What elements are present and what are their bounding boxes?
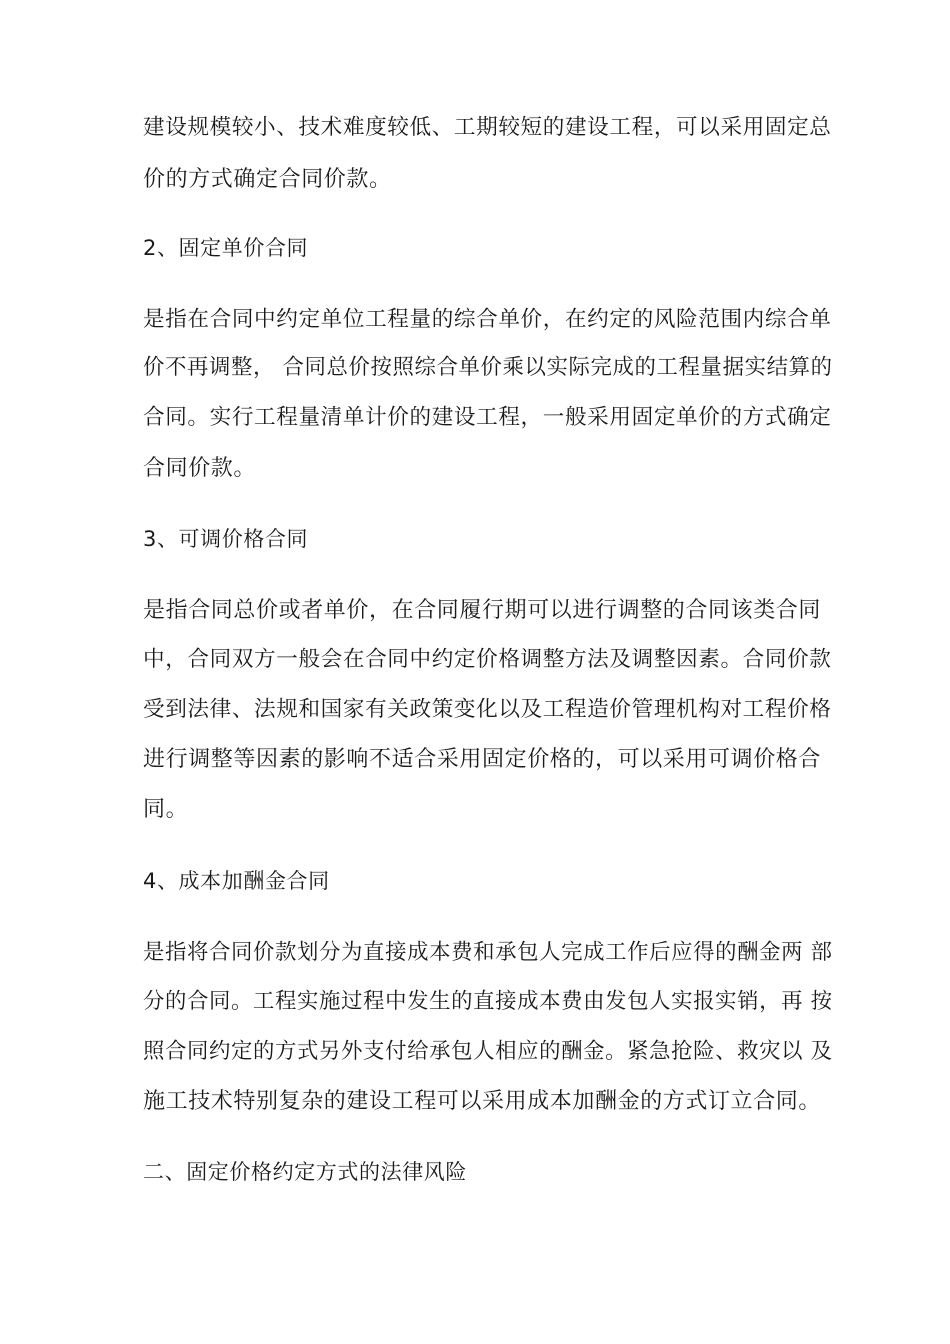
heading-adjustable-price-contract: 3、可调价格合同 <box>143 527 309 551</box>
paragraph-line: 价的方式确定合同价款。 <box>143 167 392 192</box>
paragraph-line: 是指将合同价款划分为直接成本费和承包人完成工作后应得的酬金两 部 <box>143 940 833 965</box>
paragraph-line: 价不再调整， 合同总价按照综合单价乘以实际完成的工程量据实结算的 <box>143 355 833 380</box>
section-heading-legal-risks: 二、固定价格约定方式的法律风险 <box>143 1160 467 1184</box>
paragraph-line: 合同。实行工程量清单计价的建设工程，一般采用固定单价的方式确定 <box>143 405 832 430</box>
paragraph-line: 合同价款。 <box>143 456 257 481</box>
paragraph-line: 中，合同双方一般会在合同中约定价格调整方法及调整因素。合同价款 <box>143 647 832 672</box>
heading-cost-plus-fee-contract: 4、成本加酬金合同 <box>143 869 330 893</box>
paragraph-line: 分的合同。工程实施过程中发生的直接成本费由发包人实报实销，再 按 <box>143 989 833 1014</box>
paragraph-line: 是指合同总价或者单价，在合同履行期可以进行调整的合同该类合同 <box>143 598 822 623</box>
paragraph-line: 进行调整等因素的影响不适合采用固定价格的，可以采用可调价格合 <box>143 747 822 772</box>
heading-fixed-unit-price-contract: 2、固定单价合同 <box>143 236 309 260</box>
paragraph-line: 照合同约定的方式另外支付给承包人相应的酬金。紧急抢险、救灾以 及 <box>143 1039 833 1064</box>
paragraph-line: 建设规模较小、技术难度较低、工期较短的建设工程，可以采用固定总 <box>143 115 832 140</box>
paragraph-line: 是指在合同中约定单位工程量的综合单价，在约定的风险范围内综合单 <box>143 307 832 332</box>
paragraph-line: 施工技术特别复杂的建设工程可以采用成本加酬金的方式订立合同。 <box>143 1089 822 1114</box>
paragraph-line: 受到法律、法规和国家有关政策变化以及工程造价管理机构对工程价格 <box>143 697 832 722</box>
paragraph-line: 同。 <box>143 797 189 822</box>
